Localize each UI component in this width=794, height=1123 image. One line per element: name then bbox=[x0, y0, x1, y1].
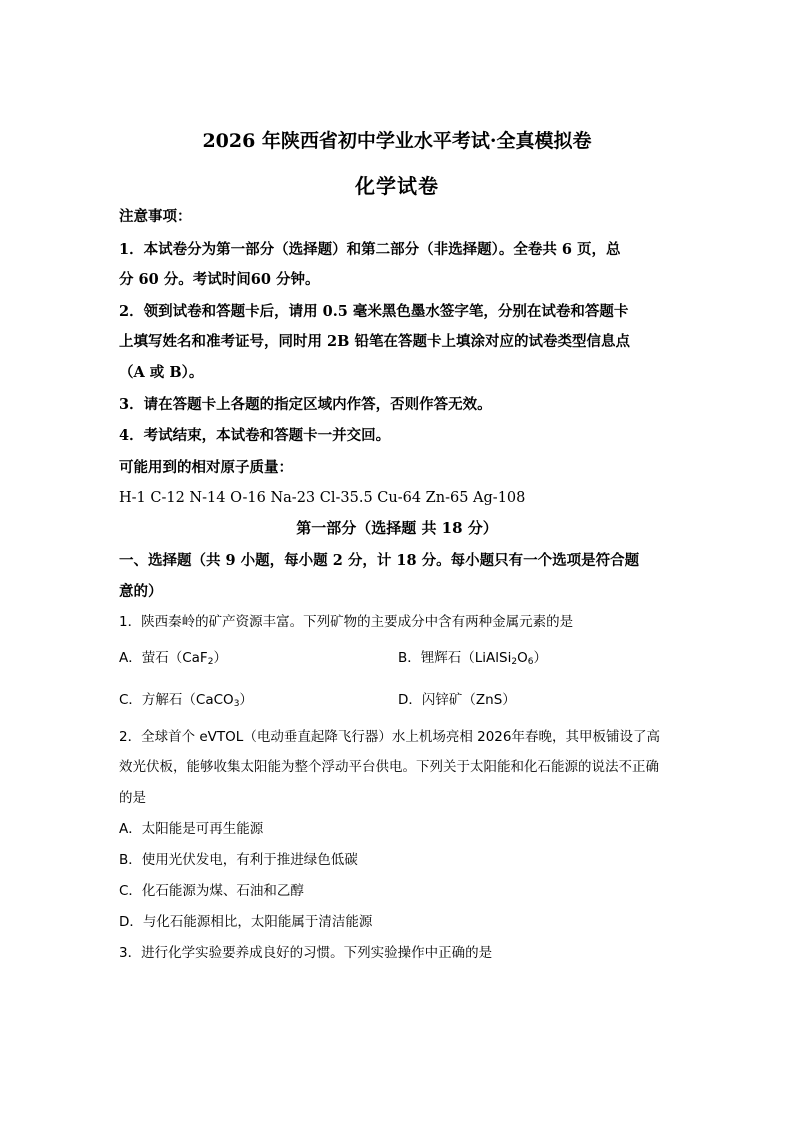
q1-option-a-text: A．萤石（CaF bbox=[119, 650, 208, 666]
q1-option-b bbox=[398, 648, 547, 672]
exam-title: 2026 年陕西省初中学业水平考试·全真模拟卷 bbox=[202, 130, 592, 152]
notice-item-4: 4．考试结束，本试卷和答题卡一并交回。 bbox=[119, 427, 391, 444]
section-one-line-1: 一、选择题（共 9 小题，每小题 2 分，计 18 分。每小题只有一个选项是符合题 bbox=[119, 552, 640, 569]
notice-heading: 注意事项： bbox=[119, 208, 192, 225]
q1-option-b-oxygen: O bbox=[517, 650, 528, 666]
part1-title: 第一部分（选择题 共 18 分） bbox=[296, 519, 498, 537]
q1-option-d: D．闪锌矿（ZnS） bbox=[398, 692, 516, 708]
q1-option-c bbox=[119, 690, 253, 714]
notice-item-2-line-1: 2．领到试卷和答题卡后，请用 0.5 毫米黑色墨水签字笔，分别在试卷和答题卡 bbox=[119, 303, 629, 320]
q2-option-c: C．化石能源为煤、石油和乙醇 bbox=[119, 883, 304, 899]
q2-stem-line-2: 效光伏板，能够收集太阳能为整个浮动平台供电。下列关于太阳能和化石能源的说法不正确 bbox=[119, 759, 659, 775]
q1-option-c-close: ） bbox=[239, 692, 253, 708]
atomic-mass-values: H-1 C-12 N-14 O-16 Na-23 Cl-35.5 Cu-64 Zn-65 Ag-108 bbox=[119, 490, 526, 506]
q2-option-b: B．使用光伏发电，有利于推进绿色低碳 bbox=[119, 852, 358, 868]
atomic-mass-heading: 可能用到的相对原子质量： bbox=[119, 459, 293, 476]
notice-item-1-line-1: 1．本试卷分为第一部分（选择题）和第二部分（非选择题）。全卷共 6 页，总 bbox=[119, 241, 621, 258]
notice-item-3: 3．请在答题卡上各题的指定区域内作答，否则作答无效。 bbox=[119, 396, 492, 413]
q1-option-b-text: B．锂辉石（LiAlSi bbox=[398, 650, 512, 666]
q1-option-a-subscript: 2 bbox=[207, 657, 214, 667]
q1-option-a bbox=[119, 648, 227, 672]
q1-option-b-subscript-2: 6 bbox=[527, 657, 534, 667]
q2-option-a: A．太阳能是可再生能源 bbox=[119, 821, 264, 837]
q2-option-d: D．与化石能源相比，太阳能属于清洁能源 bbox=[119, 914, 373, 930]
notice-item-2-line-3: （A 或 B）。 bbox=[119, 364, 204, 381]
q1-option-b-subscript-1: 2 bbox=[511, 657, 518, 667]
q2-stem-line-1: 2．全球首个 eVTOL（电动垂直起降飞行器）水上机场亮相 2026年春晚，其甲板铺设了高 bbox=[119, 729, 660, 745]
exam-subtitle: 化学试卷 bbox=[355, 174, 439, 198]
q1-option-b-close: ） bbox=[533, 650, 547, 666]
q1-stem: 1．陕西秦岭的矿产资源丰富。下列矿物的主要成分中含有两种金属元素的是 bbox=[119, 614, 574, 630]
section-one-line-2: 意的） bbox=[119, 583, 163, 600]
q1-option-c-subscript: 3 bbox=[233, 699, 240, 709]
q1-option-c-text: C．方解石（CaCO bbox=[119, 692, 234, 708]
q1-option-a-close: ） bbox=[213, 650, 227, 666]
notice-item-1-line-2: 分 60 分。考试时间60 分钟。 bbox=[119, 271, 320, 288]
q2-stem-line-3: 的是 bbox=[119, 790, 146, 806]
q3-stem: 3．进行化学实验要养成良好的习惯。下列实验操作中正确的是 bbox=[119, 945, 493, 961]
notice-item-2-line-2: 上填写姓名和准考证号，同时用 2B 铅笔在答题卡上填涂对应的试卷类型信息点 bbox=[119, 333, 630, 350]
